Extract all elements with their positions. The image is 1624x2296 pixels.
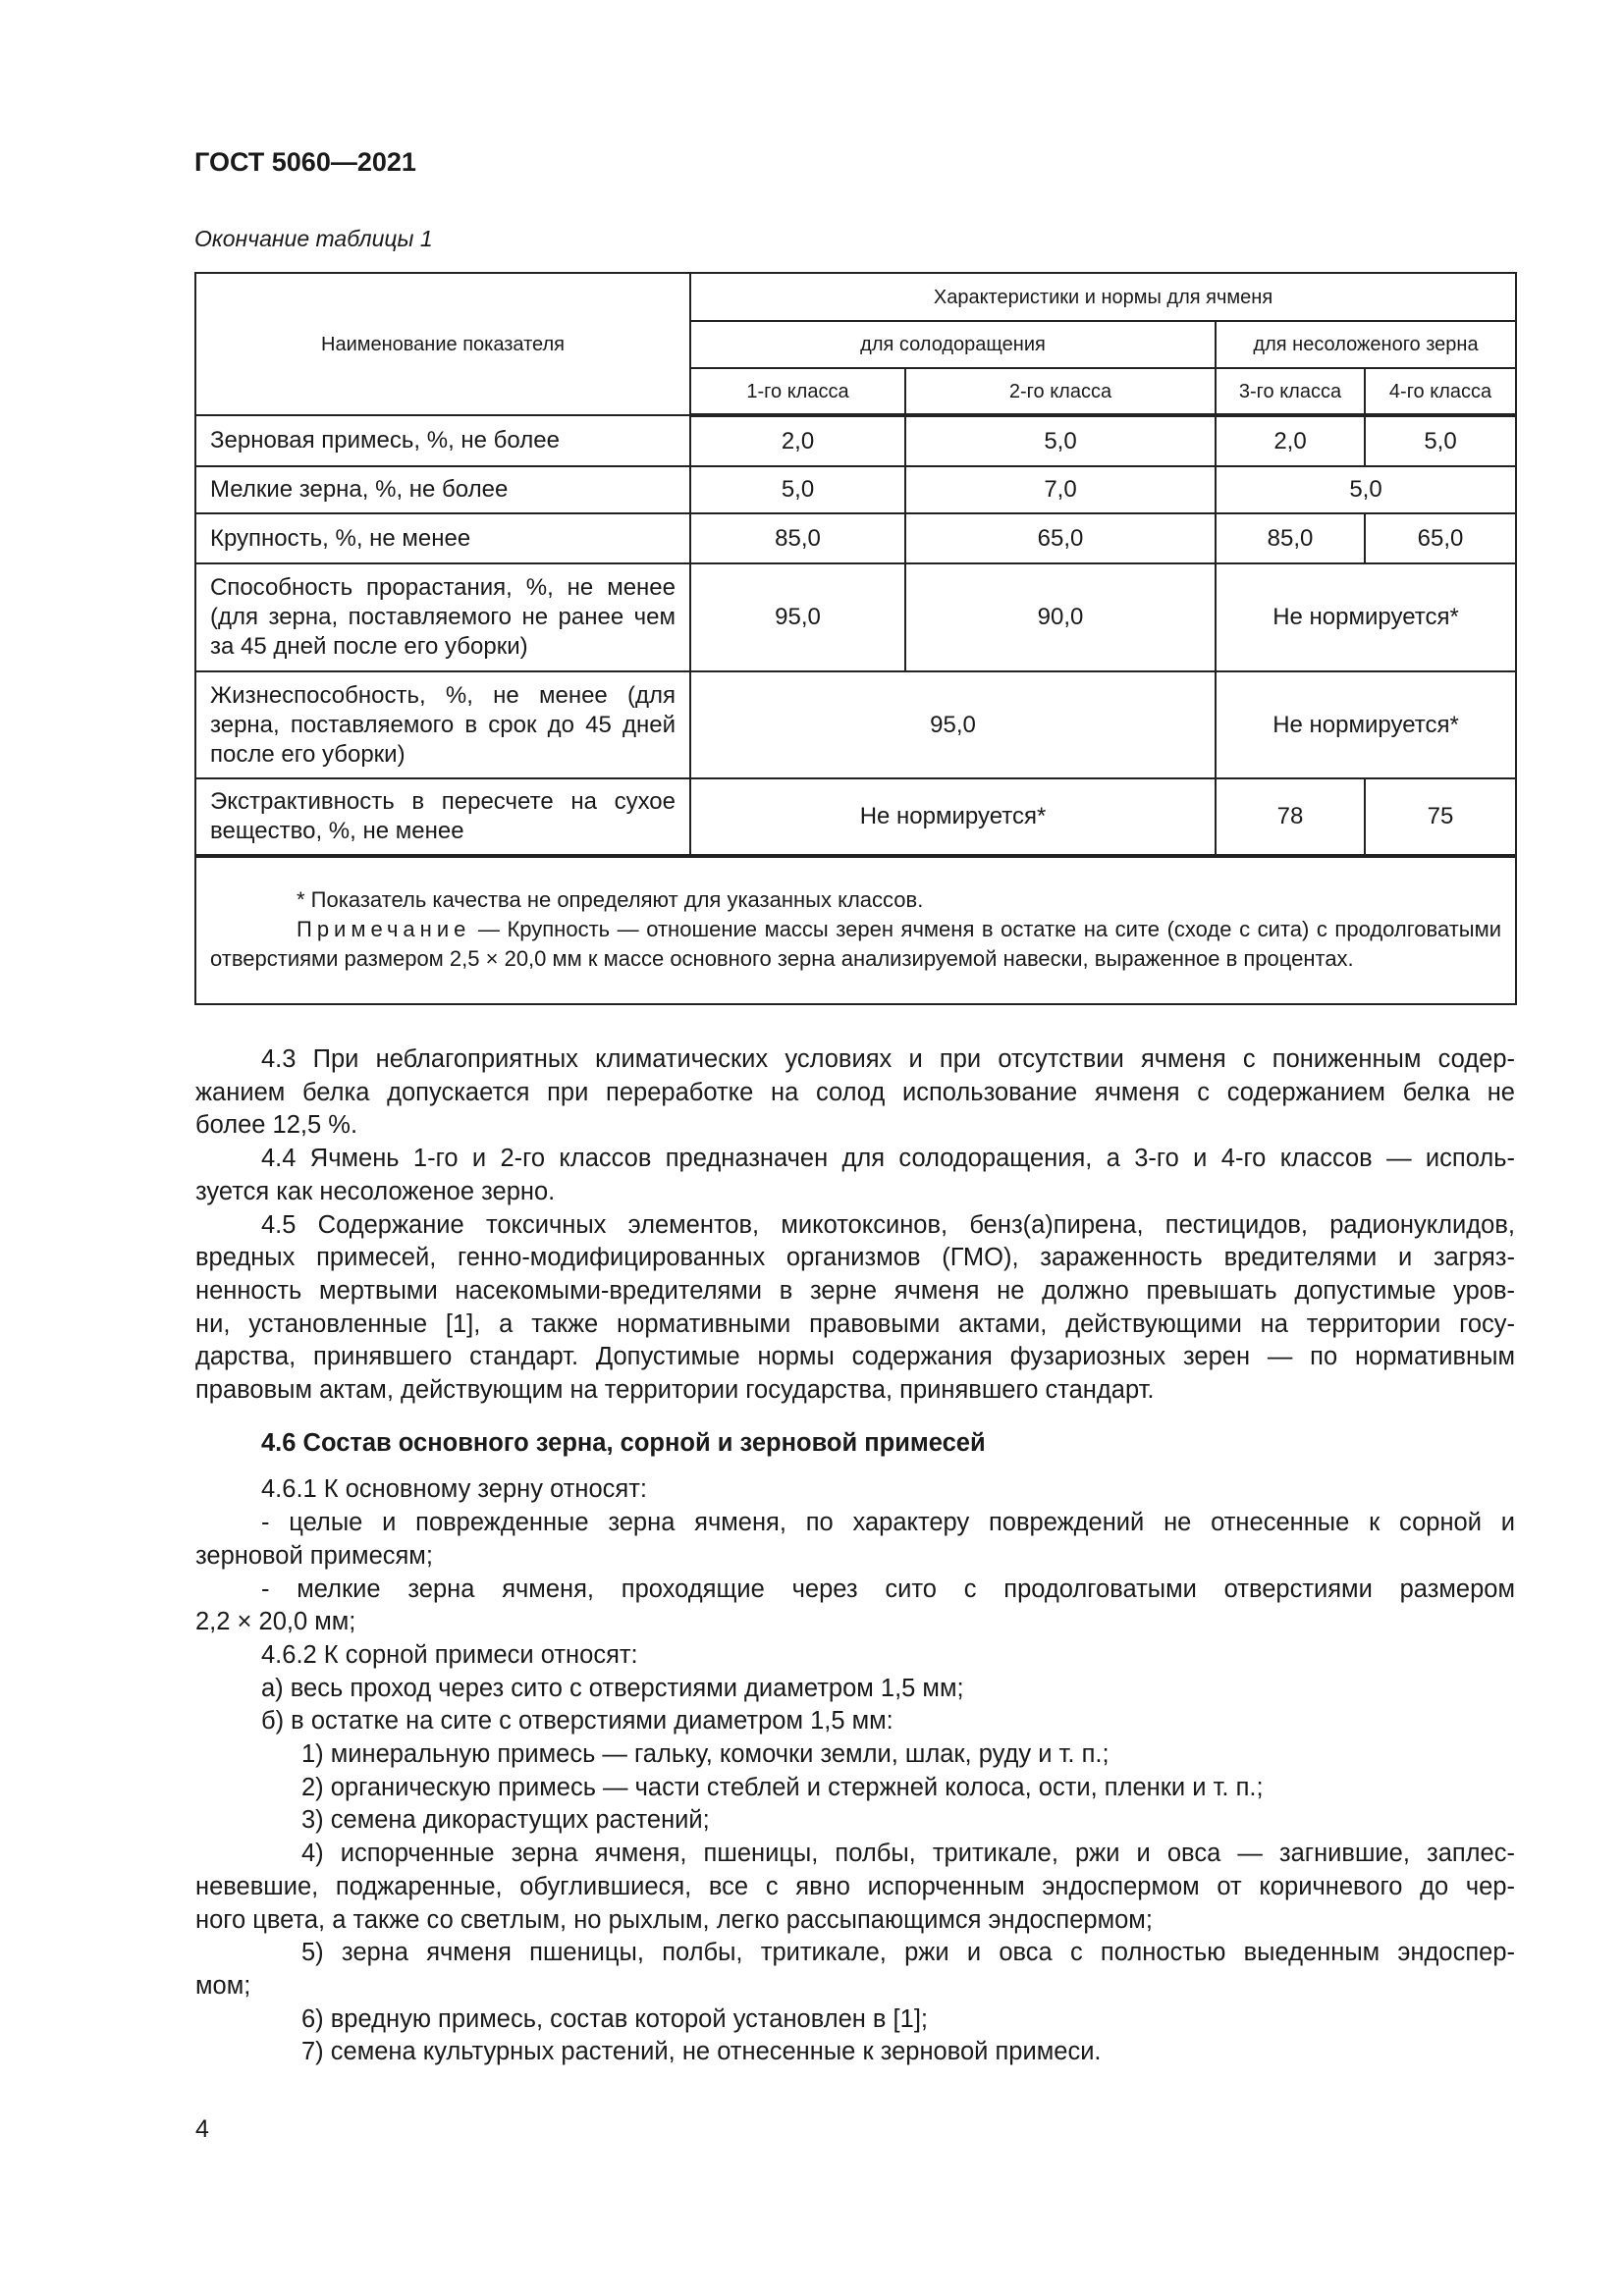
text-line: - мелкие зерна ячменя, проходящие через сито с продолговатыми отверстиями размером xyxy=(261,1575,1515,1603)
header-class-1: 1-го класса xyxy=(690,368,905,415)
cell: Не нормируется* xyxy=(1216,563,1516,671)
table-note xyxy=(210,915,1501,974)
text-line: 6) вредную примесь, состав которой установлен в [1]; xyxy=(301,2004,928,2033)
header-malting: для солодоращения xyxy=(690,321,1216,368)
table-footnote: * Показатель качества не определяют для указанных классов. xyxy=(297,887,924,912)
cell: 5,0 xyxy=(1365,415,1516,466)
table-notes xyxy=(195,856,1516,1004)
row-name: Экстрактивность в пересчете на сухое вещество, %, не менее xyxy=(195,778,690,856)
text-line: 7) семена культурных растений, не отнесенные к зерновой примеси. xyxy=(301,2038,1102,2066)
table-row xyxy=(195,563,1516,671)
text-line: 2) органическую примесь — части стеблей и стержней колоса, ости, пленки и т. п.; xyxy=(301,1773,1264,1801)
text-line: б) в остатке на сите с отверстиями диаметром 1,5 мм: xyxy=(261,1707,893,1735)
note-text: — Крупность — отношение массы зерен ячменя в остатке на сите (сходе с сита) с продолговатыми отверстиями размером 2,5 × 20,0 мм к массе основного зерна анализируемой навески, выраженное в процентах. xyxy=(210,917,1502,971)
cell: 95,0 xyxy=(690,563,905,671)
table-continuation-label: Окончание таблицы 1 xyxy=(194,226,433,251)
table-row xyxy=(195,513,1516,563)
text-line: мом; xyxy=(195,1971,251,2000)
cell: 78 xyxy=(1216,778,1365,856)
text-line: а) весь проход через сито с отверстиями диаметром 1,5 мм; xyxy=(261,1674,964,1702)
row-name: Мелкие зерна, %, не более xyxy=(195,466,690,513)
cell: 75 xyxy=(1365,778,1516,856)
text-line: 5) зерна ячменя пшеницы, полбы, тритикале, ржи и овса с полностью выеденным эндоспер- xyxy=(301,1939,1515,1967)
text-line: ни, установленные [1], а также нормативными правовыми актами, действующими на территории госу- xyxy=(195,1309,1515,1338)
table-row xyxy=(195,778,1516,856)
text-line: 3) семена дикорастущих растений; xyxy=(301,1806,710,1835)
requirements-table xyxy=(194,272,1517,1005)
header-class-4: 4-го класса xyxy=(1365,368,1516,415)
cell: 65,0 xyxy=(905,513,1216,563)
cell: 85,0 xyxy=(690,513,905,563)
cell: 5,0 xyxy=(1216,466,1516,513)
text-line: зуется как несоложеное зерно. xyxy=(195,1177,556,1205)
table-row xyxy=(195,671,1516,778)
table-row xyxy=(195,466,1516,513)
text-line: 4) испорченные зерна ячменя, пшеницы, полбы, тритикале, ржи и овса — загнившие, заплес- xyxy=(301,1840,1515,1868)
text-line: более 12,5 %. xyxy=(195,1111,358,1140)
cell: 95,0 xyxy=(690,671,1216,778)
row-name: Жизнеспособность, %, не менее (для зерна, поставляемого в срок до 45 дней после его уборки) xyxy=(195,671,690,778)
cell: 85,0 xyxy=(1216,513,1365,563)
text-line: зерновой примесям; xyxy=(195,1541,433,1570)
row-name: Зерновая примесь, %, не более xyxy=(195,415,690,466)
section-heading: 4.6 Состав основного зерна, сорной и зерновой примесей xyxy=(261,1428,986,1457)
header-class-3: 3-го класса xyxy=(1216,368,1365,415)
cell: 7,0 xyxy=(905,466,1216,513)
cell: 90,0 xyxy=(905,563,1216,671)
cell: Не нормируется* xyxy=(690,778,1216,856)
text-line: 1) минеральную примесь — гальку, комочки земли, шлак, руду и т. п.; xyxy=(301,1740,1110,1769)
cell: 65,0 xyxy=(1365,513,1516,563)
text-line: дарства, принявшего стандарт. Допустимые нормы содержания фузариозных зерен — по нормативным xyxy=(195,1343,1515,1371)
body-text xyxy=(195,1043,1515,2069)
text-line: правовым актам, действующим на территории государства, принявшего стандарт. xyxy=(195,1376,1155,1405)
page-number: 4 xyxy=(195,2115,209,2143)
cell: Не нормируется* xyxy=(1216,671,1516,778)
note-label: Примечание xyxy=(297,917,471,941)
row-name: Крупность, %, не менее xyxy=(195,513,690,563)
cell: 5,0 xyxy=(905,415,1216,466)
text-line: 4.5 Содержание токсичных элементов, микотоксинов, бенз(а)пирена, пестицидов, радионуклидов, xyxy=(261,1210,1515,1239)
row-name: Способность прорастания, %, не менее (для зерна, поставляемого не ранее чем за 45 дней после его уборки) xyxy=(195,563,690,671)
header-class-2: 2-го класса xyxy=(905,368,1216,415)
cell: 2,0 xyxy=(1216,415,1365,466)
table-row xyxy=(195,415,1516,466)
text-line: невевшие, поджаренные, обуглившиеся, все с явно испорченным эндоспермом от коричневого до чер- xyxy=(195,1872,1515,1900)
document-id: ГОСТ 5060—2021 xyxy=(194,147,416,177)
text-line: 4.6.1 К основному зерну относят: xyxy=(261,1475,647,1504)
header-indicator-name: Наименование показателя xyxy=(195,273,690,415)
header-unmalted: для несоложеного зерна xyxy=(1216,321,1516,368)
text-line: 4.3 При неблагоприятных климатических условиях и при отсутствии ячменя с пониженным содер- xyxy=(261,1045,1515,1073)
text-line: 2,2 × 20,0 мм; xyxy=(195,1608,356,1636)
text-line: ного цвета, а также со светлым, но рыхлым, легко рассыпающимся эндоспермом; xyxy=(195,1905,1153,1934)
text-line: жанием белка допускается при переработке на солод использование ячменя с содержанием белка не xyxy=(195,1078,1515,1106)
text-line: 4.4 Ячмень 1-го и 2-го классов предназначен для солодоращения, а 3-го и 4-го классов — исполь- xyxy=(261,1145,1515,1173)
cell: 5,0 xyxy=(690,466,905,513)
text-line: ненность мертвыми насекомыми-вредителями в зерне ячменя не должно превышать допустимые уров- xyxy=(195,1276,1515,1305)
header-characteristics: Характеристики и нормы для ячменя xyxy=(690,273,1516,321)
text-line: 4.6.2 К сорной примеси относят: xyxy=(261,1640,638,1669)
text-line: - целые и поврежденные зерна ячменя, по характеру повреждений не отнесенные к сорной и xyxy=(261,1509,1515,1537)
cell: 2,0 xyxy=(690,415,905,466)
text-line: вредных примесей, генно-модифицированных организмов (ГМО), зараженность вредителями и загряз- xyxy=(195,1244,1515,1272)
